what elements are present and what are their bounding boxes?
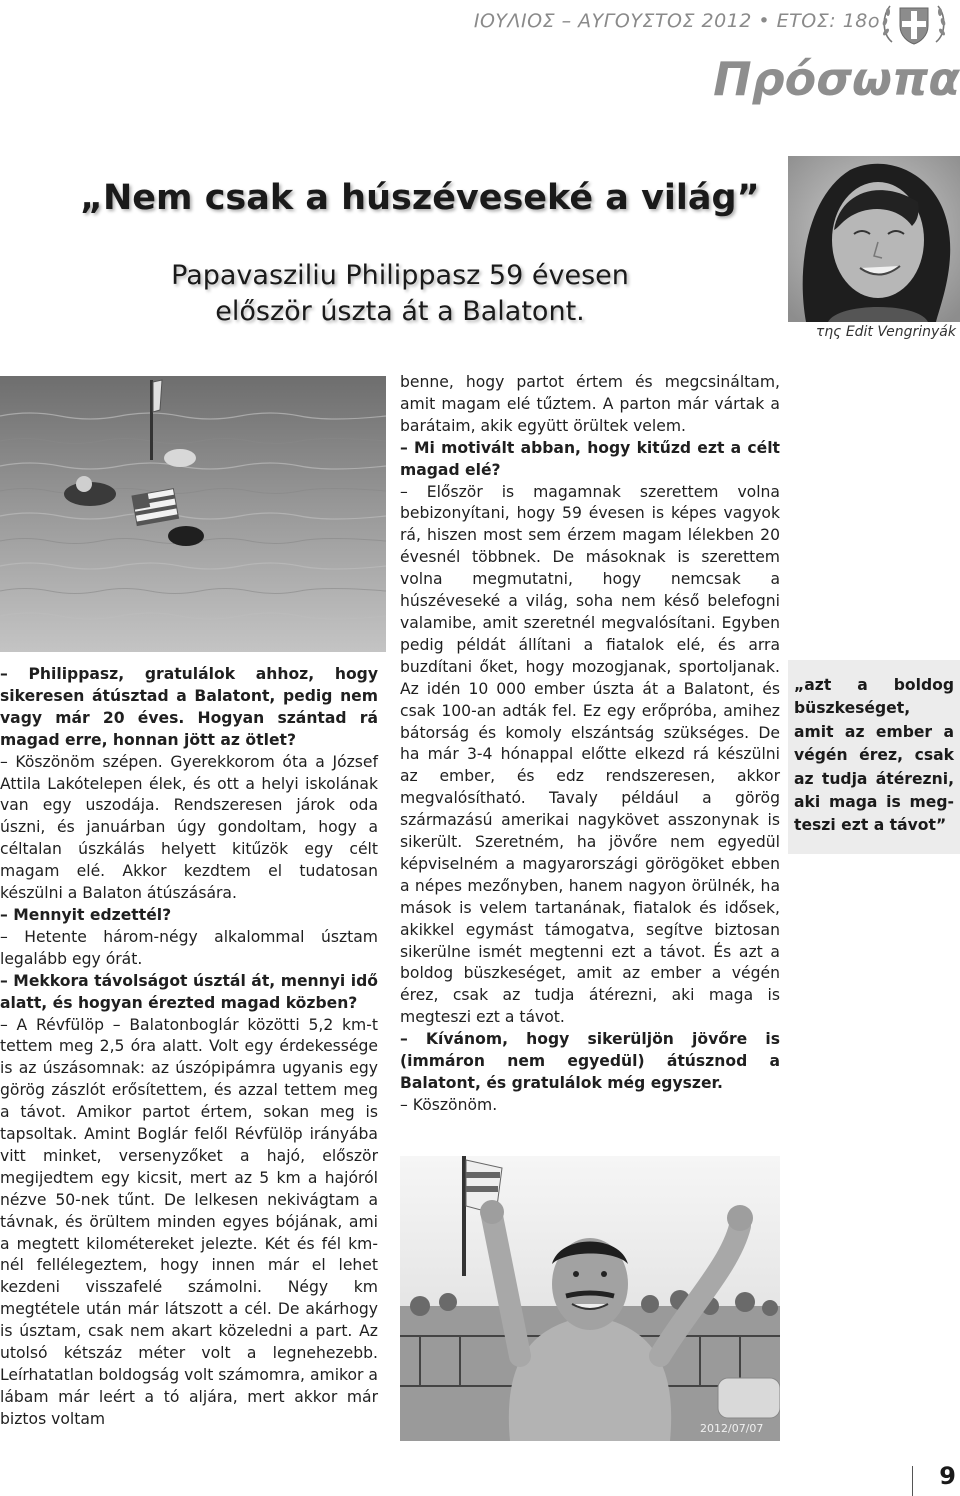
photo-date: 2012/07/07 bbox=[700, 1422, 764, 1435]
page-number: 9 bbox=[939, 1462, 956, 1490]
answer-1: – Köszönöm szépen. Gyerekkorom óta a József Attila Lakótelepen élek, és ott a helyi iskolának van egy uszodája. Rendszeresen járok oda úszni, és januárban úgy gondoltam, hogy a céltalan úszkálás helyett kitűzök egy célt magam elé. Akkor kezdtem el tudatosan készülni a Balaton átúszására. bbox=[0, 752, 378, 903]
answer-3: – A Révfülöp – Balatonboglár közötti 5,2 km-t tettem meg 2,5 óra alatt. Volt egy érdekessége is az úszásomnak: az úszópipámra ugyanis egy görög zászlót erősítettem, és azzal tettem meg a távot. Amikor partot értem, sokan meg is tapsoltak. Amint Boglár felől Révfülöp irányába vitt minket, versenyzőket a hajó, először megijedtem egy kicsit, mert az 5 km a hajóról nézve 50-nek tűnt. De lelkesen nekivágtam a távnak, és örültem minden egyes bójának, ami a megtett kilométereket jelezte. Két és fél km-nél fellélegeztem, hogy innen már el lehet kezdeni visszafelé számolni. Négy km megtétele után már látszott a cél. De akárhogy is úsztam, csak nem akart közeledni a part. Az utolsó kétszáz méter volt a legnehezebb. Leírhatatlan boldogság volt számomra, amikor a lábam már leért a tó aljára, mert akkor már biztos voltam bbox=[0, 1015, 378, 1428]
greek-emblem-icon bbox=[878, 2, 950, 46]
question-2: – Mennyit edzettél? bbox=[0, 905, 172, 924]
article-title: „Nem csak a húszéveseké a világ” bbox=[80, 178, 760, 218]
answer-4: – Először is magamnak szerettem volna bebizonyítani, hogy 59 évesen is képes vagyok rá, hiszen most sem érzem magam lélekben 20 évesnél többnek. De másoknak is szerettem volna megmutatni, hogy nemcsak a húszéveseké a világ, soha nem késő belefogni valamibe, amit szeretnél megvalósítani. Egyben pedig példát állítani a fiatalok elé, és arra buzdítani őket, hogy mozogjanak, sportoljanak. Az idén 10 000 ember úszta át a Balatont, és csak 100-an adták fel. Ez egy erőpróba, amihez bátorság és komoly elszántság szükséges. De ha már 3-4 hónappal előtte elkezd rá készülni az ember, és edz rendszeresen, akkor megvalósítható. Tavaly például a görög származású amerikai nagykövet asszonynak is sikerült. Szeretném, ha jövőre nem egyedül képviselném a magyarországi görögöket ebben a népes mezőnyben, hanem nagyon örülnék, ha mások is velem tartanának, fiatalok és idősek, akikkel egymást támogatva, segítve biztosan sikerülne ismét megtenni ezt a távot. És azt a boldog büszkeséget, amit az ember a végén érez, csak az tudja átérezni, aki maga is megteszi ezt a távot. bbox=[400, 482, 780, 1027]
section-title: Πρόσωπα bbox=[713, 52, 960, 106]
answer-2: – Hetente három-négy alkalommal úsztam legalább egy órát. bbox=[0, 927, 378, 968]
left-column bbox=[0, 664, 378, 1431]
article-subtitle bbox=[100, 258, 700, 330]
middle-column bbox=[400, 372, 780, 1117]
answer-3-continued: benne, hogy partot értem és megcsináltam, amit magam elé tűztem. A parton már vártak a barátaim, akik együtt örültek velem. bbox=[400, 373, 780, 435]
question-1: – Philippasz, gratulálok ahhoz, hogy sikeresen átúsztad a Balatont, pedig nem vagy már 20 éves. Hogyan szántad rá magad erre, honnan jött az ötlet? bbox=[0, 665, 378, 749]
question-3: – Mekkora távolságot úsztál át, mennyi idő alatt, és hogyan érezted magad közben? bbox=[0, 971, 378, 1012]
closing-answer: – Köszönöm. bbox=[400, 1095, 498, 1114]
swimmers-photo bbox=[0, 376, 386, 652]
issue-header: ΙΟΥΛΙΟΣ – ΑΥΓΟΥΣΤΟΣ 2012 • ΕΤΟΣ: 18ο bbox=[473, 10, 880, 32]
subtitle-line-1: Papavasziliu Philippasz 59 évesen bbox=[171, 260, 629, 291]
author-byline: της Edit Vengrinyák bbox=[815, 324, 956, 340]
closing-remark: – Kívánom, hogy sikerüljön jövőre is (immáron nem egyedül) átúsznod a Balatont, és gratulálok még egyszer. bbox=[400, 1030, 780, 1092]
question-4: – Mi motivált abban, hogy kitűzd ezt a célt magad elé? bbox=[400, 438, 780, 479]
author-portrait bbox=[788, 156, 960, 322]
pull-quote: „azt a boldog büszkeséget, amit az ember a végén érez, csak az tudja átérezni, aki maga is megteszi ezt a távot” bbox=[788, 660, 960, 854]
subtitle-line-2: először úszta át a Balatont. bbox=[215, 296, 585, 327]
swimmer-celebration-photo bbox=[400, 1156, 780, 1441]
